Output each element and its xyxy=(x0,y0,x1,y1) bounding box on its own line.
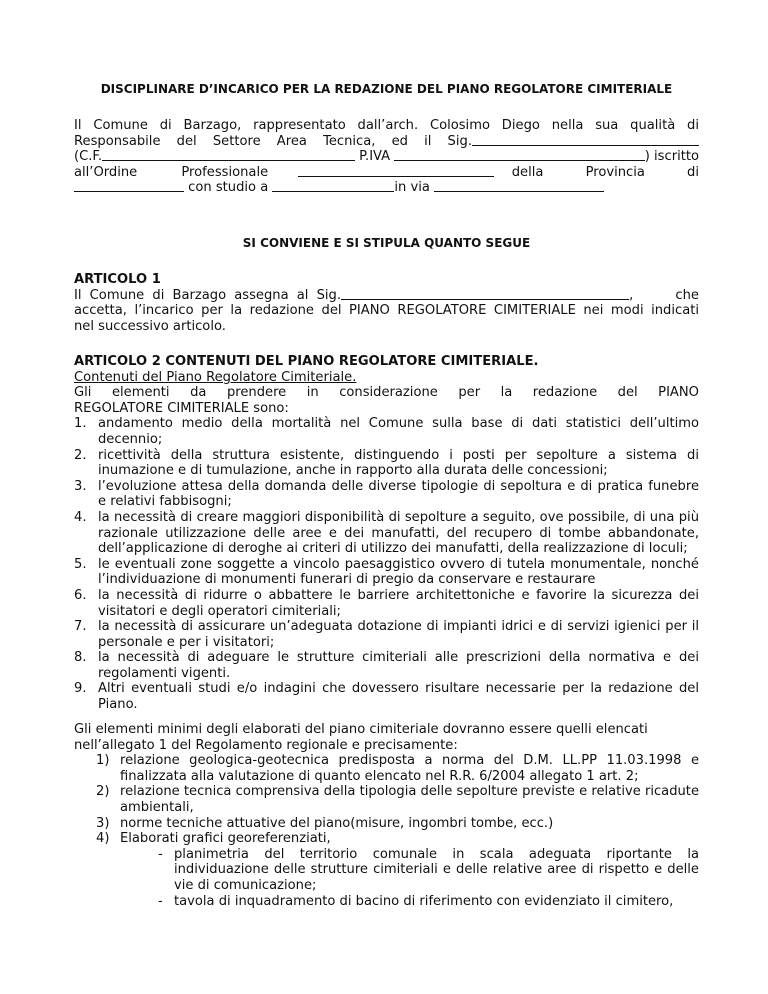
article-heading: ARTICOLO 1 xyxy=(74,272,161,287)
via-blank[interactable] xyxy=(434,180,604,192)
intro-text: ) iscritto xyxy=(644,149,699,165)
article-heading: ARTICOLO 2 CONTENUTI DEL PIANO REGOLATORE CIMITERIALE. xyxy=(74,354,539,369)
intro-text: all’Ordine Professionale xyxy=(74,164,269,180)
article-line: REGOLATORE CIMITERIALE sono: xyxy=(74,400,289,416)
list-item: 2) relazione tecnica comprensiva della tipologia delle sepolture previste e relative ricadute ambientali, xyxy=(96,784,699,815)
article-text: Il Comune di Barzago assegna al Sig. xyxy=(74,287,342,303)
intro-text: in via xyxy=(394,180,435,196)
name-blank[interactable] xyxy=(472,134,699,146)
dash-list xyxy=(74,847,699,909)
intro-line: Il Comune di Barzago, rappresentato dall’arch. Colosimo Diego nella sua qualità di xyxy=(74,118,699,133)
list-item: 4. la necessità di creare maggiori disponibilità di sepolture a seguito, ove possibile, di una più razionale utilizzazione delle aree e dei manufatti, del recupero di tombe abbandonate, dell’applicazione di deroghe ai criteri di utilizzo dei manufatti, della realizzazione di loculi; xyxy=(74,509,699,557)
article-line xyxy=(74,288,699,304)
list-item: 9. Altri eventuali studi e/o indagini che dovessero risultare necessarie per la redazione del Piano. xyxy=(74,681,699,713)
article-2 xyxy=(74,354,699,713)
intro-text: della Provincia di xyxy=(511,164,699,180)
intro-line xyxy=(74,165,699,181)
studio-blank[interactable] xyxy=(272,180,394,192)
article-line: nel successivo articolo. xyxy=(74,318,226,334)
paragraph-line: Gli elementi minimi degli elaborati del piano cimiteriale dovranno essere quelli elencati xyxy=(74,722,648,737)
list-item: 3. l’evoluzione attesa della domanda delle diverse tipologie di sepoltura e di pratica funebre e relativi fabbisogni; xyxy=(74,478,699,510)
cf-blank[interactable] xyxy=(102,149,355,161)
list-item: 1) relazione geologica-geotecnica predisposta a norma del D.M. LL.PP 11.03.1998 e finalizzata alla valutazione di quanto elencato nel R.R. 6/2004 allegato 1 art. 2; xyxy=(96,753,699,784)
list-item: 3) norme tecniche attuative del piano(misure, ingombri tombe, ecc.) xyxy=(96,815,554,831)
intro-line xyxy=(74,180,699,196)
list-item: 4) Elaborati grafici georeferenziati, xyxy=(96,831,331,847)
list-item: 6. la necessità di ridurre o abbattere le barriere architettoniche e favorire la sicurezza dei visitatori e degli operatori cimiteriali; xyxy=(74,587,699,619)
list-item: 8. la necessità di adeguare le strutture cimiteriali alle prescrizioni della normativa e dei regolamenti vigenti. xyxy=(74,650,699,681)
document-title: DISCIPLINARE D’INCARICO PER LA REDAZIONE DEL PIANO REGOLATORE CIMITERIALE xyxy=(100,82,673,96)
blank-field[interactable] xyxy=(74,180,184,192)
article-text: , che xyxy=(629,287,699,303)
list-item: 5. le eventuali zone soggette a vincolo paesaggistico ovvero di tutela monumentale, nonché l’individuazione di monumenti funerari di pregio da conservare e restaurare xyxy=(74,556,699,588)
article-1 xyxy=(74,272,699,334)
list-item: 7. la necessità di assicurare un’adeguata dotazione di impianti idrici e di servizi igienici per il personale e per i visitatori; xyxy=(74,619,699,650)
list-item: - tavola di inquadramento di bacino di riferimento con evidenziato il cimitero, xyxy=(158,893,674,909)
section-heading: SI CONVIENE E SI STIPULA QUANTO SEGUE xyxy=(242,236,531,250)
intro-text: con studio a xyxy=(184,180,273,196)
article-line: Gli elementi da prendere in considerazione per la redazione del PIANO xyxy=(74,385,699,401)
list-item: - planimetria del territorio comunale in scala adeguata riportante la individuazione delle strutture cimiteriali e delle relative aree di rispetto e delle vie di comunicazione; xyxy=(158,846,699,893)
assignee-blank[interactable] xyxy=(341,288,629,300)
intro-line xyxy=(74,149,699,165)
list-item: 2. ricettività della struttura esistente, distinguendo i posti per sepolture a sistema di inumazione e di tumulazione, anche in rapporto alla durata delle concessioni; xyxy=(74,447,699,479)
piva-blank[interactable] xyxy=(394,149,644,161)
intro-text: P.IVA xyxy=(355,149,395,165)
article-subheading: Contenuti del Piano Regolatore Cimiteriale. xyxy=(74,369,357,385)
intro-text: (C.F. xyxy=(74,149,103,165)
intro-paragraph xyxy=(74,118,699,196)
numbered-list xyxy=(74,416,699,712)
list-item: 1. andamento medio della mortalità nel Comune sulla base di dati statistici dell’ultimo decennio; xyxy=(74,416,699,447)
minimum-elements-section xyxy=(74,722,699,909)
parenthesized-list xyxy=(74,753,699,847)
article-line: accetta, l’incarico per la redazione del PIANO REGOLATORE CIMITERIALE nei modi indicati xyxy=(74,303,699,319)
intro-text: Responsabile del Settore Area Tecnica, ed il Sig. xyxy=(74,133,472,149)
ordine-blank[interactable] xyxy=(298,165,494,177)
intro-line xyxy=(74,134,699,150)
paragraph-line: nell’allegato 1 del Regolamento regionale e precisamente: xyxy=(74,737,458,753)
